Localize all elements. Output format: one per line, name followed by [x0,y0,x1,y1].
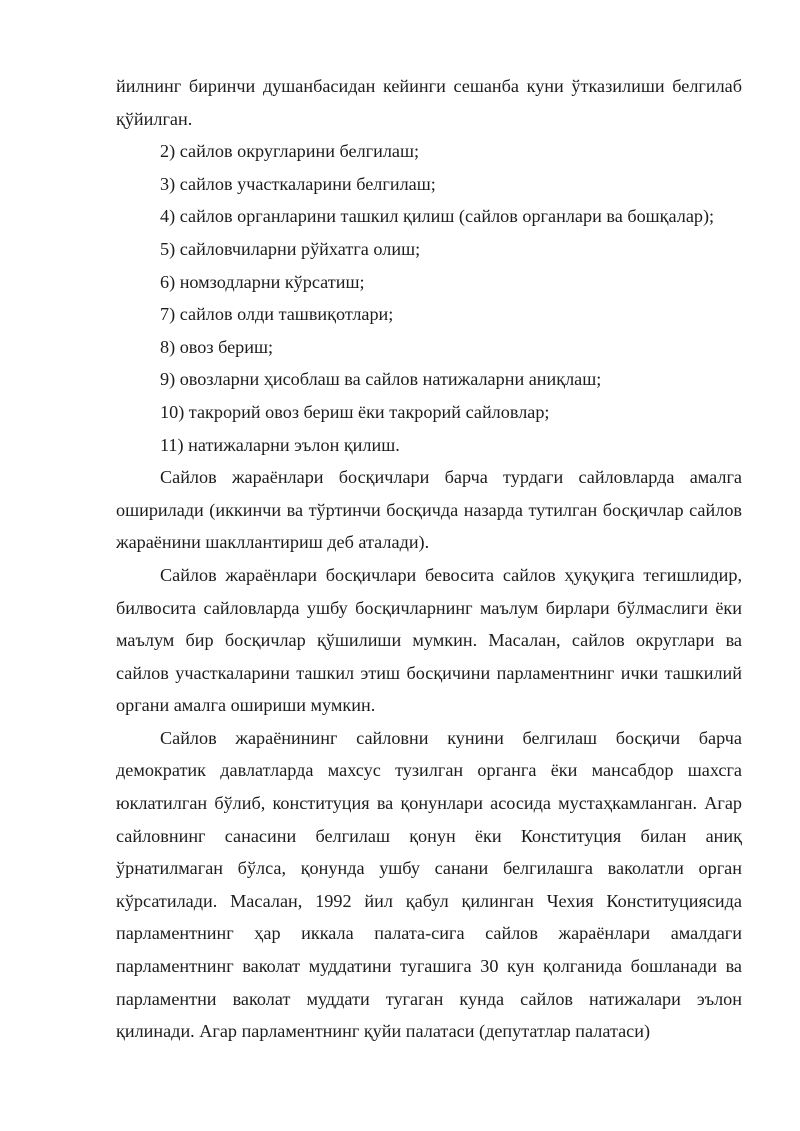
election-stages-list [116,135,742,461]
body-paragraph: Сайлов жараёнлари босқичлари барча турдаги сайловларда амалга оширилади (иккинчи ва тўртинчи босқичда назарда тутилган босқичлар сайлов жараёнини шакллантириш деб аталади). [116,467,742,553]
body-paragraph: Сайлов жараёнлари босқичлари бевосита сайлов ҳуқуқига тегишлидир, билвосита сайловларда ушбу босқичларнинг маълум бирлари бўлмаслиги ёки маълум бир босқичлар қўшилиши мумкин. Масалан, сайлов округлари ва сайлов участкаларини ташкил этиш босқичини парламентнинг ички ташкилий органи амалга ошириши мумкин. [116,564,742,716]
list-item: 6) номзодларни кўрсатиш; [160,271,365,292]
list-item: 11) натижаларни эълон қилиш. [160,434,400,455]
list-item: 2) сайлов округларини белгилаш; [160,141,420,162]
list-item: 8) овоз бериш; [160,336,274,357]
list-item: 5) сайловчиларни рўйхатга олиш; [160,238,421,259]
list-item: 10) такрорий овоз бериш ёки такрорий сайловлар; [160,401,550,422]
list-item: 3) сайлов участкаларини белгилаш; [160,173,436,194]
intro-paragraph: йилнинг биринчи душанбасидан кейинги сешанба куни ўтказилиши белгилаб қўйилган. [116,76,742,129]
list-item: 7) сайлов олди ташвиқотлари; [160,304,394,325]
body-paragraph: Сайлов жараёнининг сайловни кунини белгилаш босқичи барча демократик давлатларда махсус тузилган органга ёки мансабдор шахсга юклатилган бўлиб, конституция ва қонунлари асосида мустаҳкамланган. Агар сайловнинг санасини белгилаш қонун ёки Конституция билан аниқ ўрнатилмаган бўлса, қонунда ушбу санани белгилашга ваколатли орган кўрсатилади. Масалан, 1992 йил қабул қилинган Чехия Конституциясида парламентнинг ҳар иккала палата-сига сайлов жараёнлари амалдаги парламентнинг ваколат муддатини тугашига 30 кун қолганида бошланади ва парламентни ваколат муддати тугаган кунда сайлов натижалари эълон қилинади. Агар парламентнинг қуйи палатаси (депутатлар палатаси) [116,727,742,1042]
document-page [116,70,742,1048]
list-item: 9) овозларни ҳисоблаш ва сайлов натижаларни аниқлаш; [160,369,602,390]
list-item: 4) сайлов органларини ташкил қилиш (сайлов органлари ва бошқалар); [160,206,715,227]
